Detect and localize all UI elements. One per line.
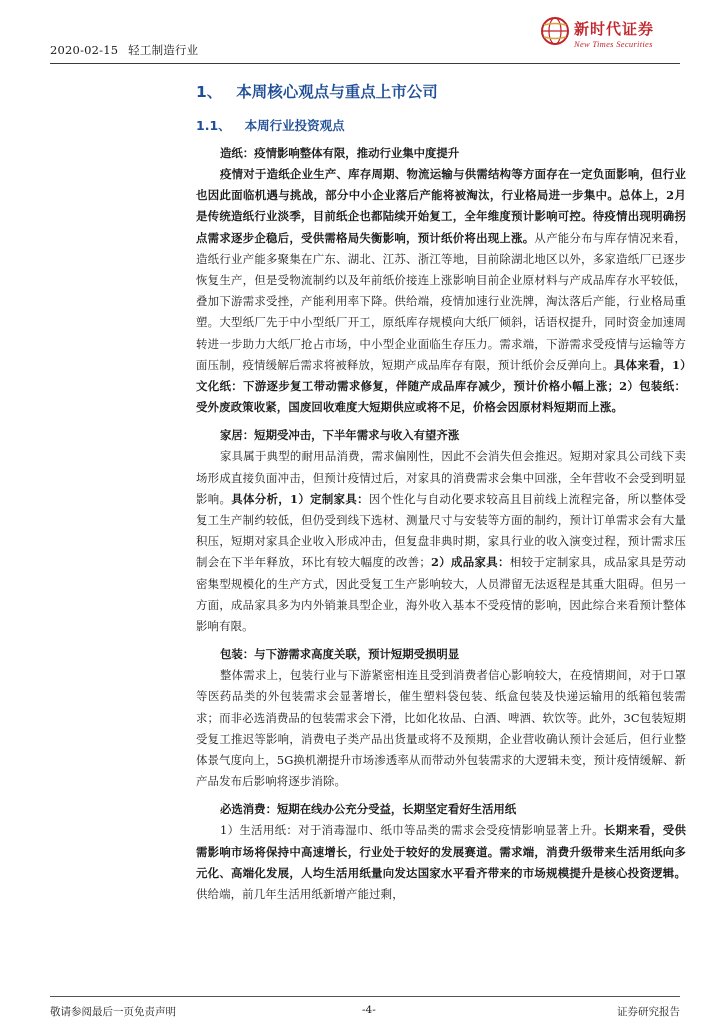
- header-divider: [50, 63, 680, 64]
- furniture-bold-2: 2）成品家具：: [430, 555, 510, 570]
- paper-text-1: 从产能分布与库存情况来看，造纸行业产能多聚集在广东、湖北、江苏、浙江等地，目前除湖北地区以外，多家造纸厂已逐步恢复生产，但是受物流制约以及年前纸价接连上涨影响目前企业原材料与产成品库存水平较低，叠加下游需求受挫，产能利用率下降。供给端，疫情加速行业洗牌，淘汰落后产能，行业格局重塑。大型纸厂先于中小型纸厂开工，原纸库存规模向大纸厂倾斜，话语权提升，同时资金加速周转进一步助力大纸厂抢占市场，中小型企业面临生存压力。需求端，下游需求受疫情与运输等方面压制，疫情缓解后需求将被释放，短期产成品库存有限，预计纸价会反弹向上。: [196, 230, 686, 372]
- section-heading: [196, 80, 686, 102]
- packaging-text-1: 整体需求上，包装行业与下游紧密相连且受到消费者信心影响较大，在疫情期间，对于口罩等医药品类的外包装需求会显著增长，催生塑料袋包装、纸盒包装及快递运输用的纸箱包装需求；而非必选消费品的包装需求会下滑，比如化妆品、白酒、啤酒、软饮等。此外，3C包装短期受复工推迟等影响，消费电子类产品出货量或将不及预期，企业营收确认预计会延后，但行业整体景气度向上，5G换机潮提升市场渗透率从而带动外包装需求的大逻辑未变，预计疫情缓解、新产品发布后影响将逐步消除。: [196, 668, 686, 789]
- furniture-bold-1: 具体分析，1）定制家具：: [231, 491, 369, 506]
- subsection-number: 1.1、: [196, 118, 231, 133]
- page-footer: [50, 996, 680, 1020]
- furniture-paragraph: [196, 446, 686, 637]
- paper-bold-1: 疫情对于造纸企业生产、库存周期、物流运输与供需结构等方面存在一定负面影响，但行业也因此面临机遇与挑战，部分中小企业落后产能将被淘汰，行业格局进一步集中。总体上，2月是传统造纸行业淡季，目前纸企也都陆续开始复工，全年维度预计影响可控。待疫情出现明确拐点需求逐步企稳后，受供需格局失衡影响，预计纸价将出现上涨。: [196, 167, 686, 245]
- logo-english-name: New Times Securities: [574, 39, 653, 49]
- header-industry: 轻工制造行业: [128, 43, 199, 57]
- consumer-paragraph: [196, 820, 686, 905]
- paper-heading: 造纸：疫情影响整体有限，推动行业集中度提升: [220, 146, 460, 160]
- furniture-text-2: 因个性化与自动化要求较高且目前线上流程完备，所以整体受复工生产制约较低，但仍受到线下选材、测量尺寸与安装等方面的制约，预计订单需求会有大量积压，短期对家具企业收入形成冲击，但复盘非典时期，家具行业的收入演变过程，预计需求压制会在下半年释放，环比有较大幅度的改善；: [196, 491, 686, 570]
- consumer-heading: 必选消费：短期在线办公充分受益，长期坚定看好生活用纸: [220, 802, 517, 817]
- footer-disclaimer: 敬请参阅最后一页免责声明: [50, 1006, 176, 1018]
- packaging-paragraph: [196, 665, 686, 792]
- report-body: [196, 68, 686, 905]
- subsection-heading: [196, 116, 686, 136]
- paper-paragraph: [196, 164, 686, 418]
- furniture-text-1: 家具属于典型的耐用品消费，需求偏刚性，因此不会消失但会推迟。短期对家具公司线下卖场形成直接负面冲击，但预计疫情过后，对家具的消费需求会集中回涨，全年营收不会受到明显影响。: [196, 449, 686, 506]
- consumer-text-1: 1）生活用纸：对于消毒湿巾、纸巾等品类的需求会受疫情影响显著上升。: [220, 823, 604, 838]
- section-title: 本周核心观点与重点上市公司: [236, 83, 438, 101]
- paper-bold-2: 具体来看，1）文化纸：下游逐步复工带动需求修复，伴随产成品库存减少，预计价格小幅上涨；2）包装纸：受外废政策收紧，国废回收难度大短期供应或将不足，价格会因原材料短期而上涨。: [196, 357, 687, 415]
- logo-globe-icon: [540, 16, 570, 46]
- packaging-heading: 包装：与下游需求高度关联，预计短期受损明显: [220, 647, 460, 662]
- header-date: 2020-02-15: [50, 43, 119, 57]
- page-number: -4-: [362, 1004, 376, 1016]
- header-meta: [50, 42, 204, 58]
- logo-name: 新时代证券: [574, 20, 655, 38]
- page-header: [50, 0, 680, 64]
- furniture-text-3: 相较于定制家具，成品家具是劳动密集型规模化的生产方式，因此受复工生产影响较大，人员滞留无法返程是其重大阻碍。但另一方面，成品家具多为内外销兼具型企业，海外收入基本不受疫情的影响，因此综合来看预计整体影响有限。: [196, 555, 686, 634]
- section-number: 1、: [196, 83, 223, 101]
- company-logo: [540, 16, 680, 60]
- footer-divider: [50, 996, 680, 997]
- subsection-title: 本周行业投资观点: [244, 118, 345, 133]
- consumer-text-2: 供给端，前几年生活用纸新增产能过剩，: [196, 887, 404, 902]
- footer-report-type: 证券研究报告: [617, 1006, 680, 1018]
- consumer-bold-1: 长期来看，受供需影响市场将保持中高速增长，行业处于较好的发展赛道。需求端，消费升级带来生活用纸向多元化、高端化发展，人均生活用纸量向发达国家水平看齐带来的市场规模提升是核心投资逻辑。: [196, 823, 686, 880]
- furniture-heading: 家居：短期受冲击，下半年需求与收入有望齐涨: [220, 428, 460, 443]
